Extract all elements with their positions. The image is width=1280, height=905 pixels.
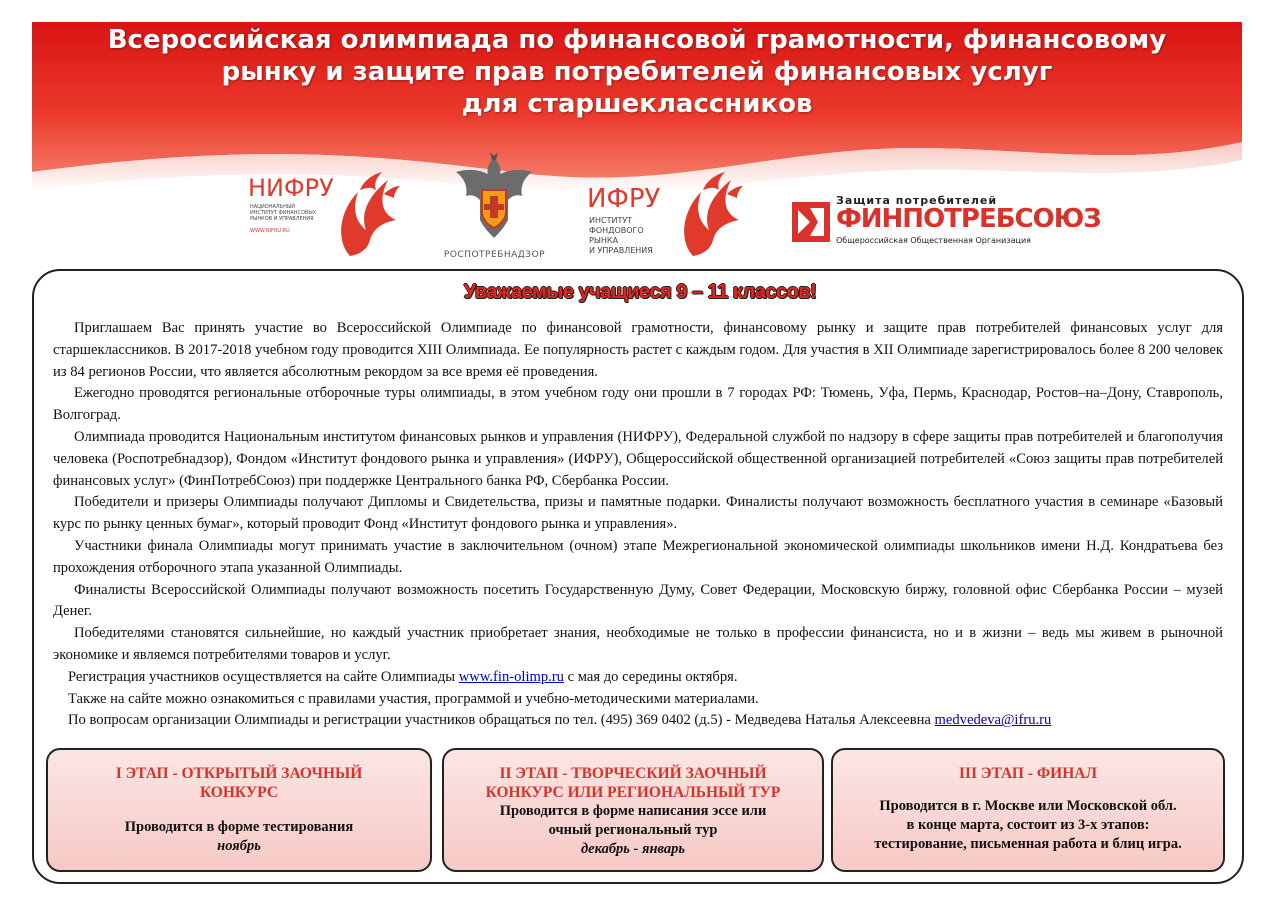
nifru-name: НИФРУ	[248, 174, 334, 202]
rospotrebnadzor-label: РОСПОТРЕБНАДЗОР	[443, 250, 546, 260]
olympiad-site-link[interactable]: www.fin-olimp.ru	[458, 668, 564, 685]
stage-description: Проводится в г. Москве или Московской обл. в конце марта, состоит из 3-х этапов: тестирование, письменная работа и блиц игра.	[874, 798, 1182, 852]
nifru-subtitle: НАЦИОНАЛЬНЫЙ ИНСТИТУТ ФИНАНСОВЫХ РЫНКОВ И УПРАВЛЕНИЯ	[250, 204, 317, 222]
paragraph: Участники финала Олимпиады могут принимать участие в заключительном (очном) этапе Межрегиональной экономической олимпиады школьников имени Н.Д. Кондратьева без прохождения отборочного этапа указанной Олимпиады.	[53, 537, 1223, 576]
paragraph: Приглашаем Вас принять участие во Всероссийской Олимпиаде по финансовой грамотности, финансовому рынку и защите прав потребителей финансовых услуг для старшеклассников. В 2017-2018 учебном году проводится XIII Олимпиада. Ее популярность растет с каждым годом. Для участия в XII Олимпиаде зарегистрировалось более 8 200 человек из 84 регионов России, что является абсолютным рекордом за все время её проведения.	[53, 320, 1223, 380]
ifru-name: ИФРУ	[587, 184, 661, 214]
nifru-logo	[248, 168, 408, 258]
registration-paragraph: Регистрация участников осуществляется на сайте Олимпиады www.fin-olimp.ru с мая до середины октября.	[68, 668, 738, 685]
shield-icon	[790, 200, 832, 244]
stage-description: Проводится в форме тестирования	[124, 819, 354, 835]
greeting-heading: Уважаемые учащиеся 9 – 11 классов!	[463, 281, 817, 303]
stage-title: I ЭТАП - ОТКРЫТЫЙ ЗАОЧНЫЙ КОНКУРС	[115, 765, 363, 801]
paragraph: Финалисты Всероссийской Олимпиады получают возможность посетить Государственную Думу, Совет Федерации, Московскую биржу, головной офис Сбербанка России – музей Денег.	[53, 581, 1223, 620]
nifru-url: WWW.NIFRU.RU	[250, 228, 290, 234]
olympiad-title: Всероссийская олимпиада по финансовой грамотности, финансовому рынку и защите прав потребителей финансовых услуг для старшеклассников	[107, 25, 1167, 119]
paragraph: Победителями становятся сильнейшие, но каждый участник приобретает знания, необходимые не только в профессии финансиста, но и в жизни – ведь мы живем в рыночной экономике и являемся потребителями товаров и услуг.	[53, 625, 1223, 663]
stage-description: Проводится в форме написания эссе или очный региональный тур	[499, 803, 767, 838]
body-text	[53, 318, 1223, 732]
finpotrebsoyuz-subtitle: Общероссийская Общественная Организация	[836, 236, 1031, 245]
rospotrebnadzor-logo	[437, 150, 552, 262]
stage-period: ноябрь	[217, 838, 261, 854]
paragraph: Олимпиада проводится Национальным институтом финансовых рынков и управления (НИФРУ), Федеральной службой по надзору в сфере защиты прав потребителей и благополучия человека (Роспотребнадзор), Фондом «Институт фондового рынка и управления» (ИФРУ), Общероссийской общественной организацией потребителей «Союз защиты прав потребителей финансовых услуг» (ФинПотребСоюз) при поддержке Центрального банка РФ, Сбербанка России.	[53, 428, 1223, 489]
finpotrebsoyuz-top: Защита потребителей	[836, 194, 998, 207]
paragraph: Ежегодно проводятся региональные отборочные туры олимпиады, в этом учебном году они прошли в 7 городах РФ: Тюмень, Уфа, Пермь, Краснодар, Ростов–на–Дону, Ставрополь, Волгоград.	[53, 385, 1223, 424]
stage-period: декабрь - январь	[580, 841, 686, 857]
finpotrebsoyuz-name: ФИНПОТРЕБСОЮЗ	[836, 204, 1101, 234]
contact-email-link[interactable]: medvedeva@ifru.ru	[934, 712, 1052, 729]
stage-1-box	[46, 748, 432, 872]
stage-3-box	[831, 748, 1225, 872]
finpotrebsoyuz-logo	[790, 194, 1101, 250]
eagle-emblem-icon	[450, 150, 538, 242]
paragraph: Также на сайте можно ознакомиться с правилами участия, программой и учебно-методическими материалами.	[68, 690, 759, 707]
stage-title: II ЭТАП - ТВОРЧЕСКИЙ ЗАОЧНЫЙ КОНКУРС ИЛИ РЕГИОНАЛЬНЫЙ ТУР	[485, 765, 781, 801]
stage-2-box	[442, 748, 824, 872]
stage-title: III ЭТАП - ФИНАЛ	[959, 765, 1097, 782]
flame-icon	[673, 170, 745, 258]
ifru-subtitle: ИНСТИТУТ ФОНДОВОГО РЫНКА И УПРАВЛЕНИЯ	[589, 216, 653, 255]
ifru-logo	[587, 168, 747, 260]
paragraph: Победители и призеры Олимпиады получают Дипломы и Свидетельства, призы и памятные подарки. Финалисты получают возможность бесплатного участия в семинаре «Базовый курс по рынку ценных бумаг», который проводит Фонд «Институт фондового рынка и управления».	[53, 494, 1223, 533]
contact-paragraph: По вопросам организации Олимпиады и регистрации участников обращаться по тел. (495) 369 0402 (д.5) - Медведева Наталья Алексеевна medvedeva@ifru.ru	[68, 712, 1052, 729]
flame-icon	[330, 170, 402, 258]
